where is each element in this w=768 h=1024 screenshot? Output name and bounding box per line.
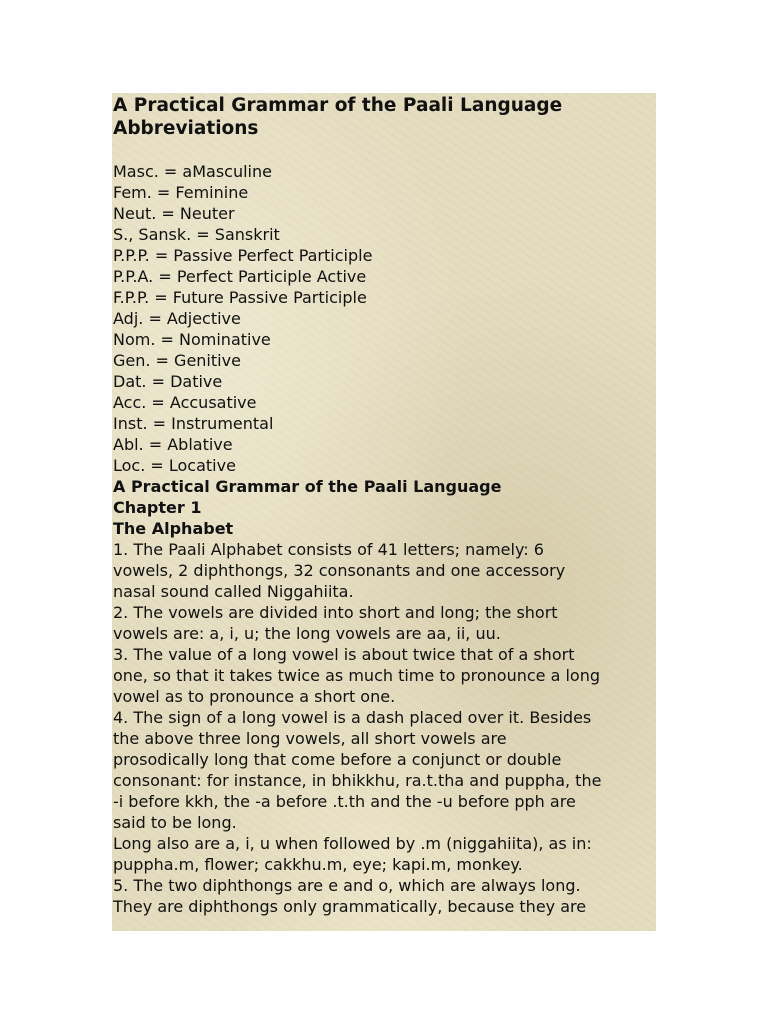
- abbreviation-item: Masc. = aMasculine: [113, 162, 272, 181]
- abbreviation-item: Adj. = Adjective: [113, 309, 241, 328]
- abbreviation-item: Acc. = Accusative: [113, 393, 257, 412]
- abbreviation-item: F.P.P. = Future Passive Participle: [113, 288, 367, 307]
- abbreviation-item: Fem. = Feminine: [113, 183, 249, 202]
- paragraph: [113, 875, 655, 917]
- abbreviation-item: Abl. = Ablative: [113, 435, 233, 454]
- paragraph: [113, 707, 655, 833]
- text-line: one, so that it takes twice as much time to pronounce a long: [113, 666, 600, 685]
- text-line: the above three long vowels, all short vowels are: [113, 729, 507, 748]
- abbreviations-list: [113, 161, 655, 476]
- text-line: 1. The Paali Alphabet consists of 41 letters; namely: 6: [113, 540, 544, 559]
- text-line: nasal sound called Niggahiita.: [113, 582, 354, 601]
- document-page: [112, 93, 656, 931]
- abbreviation-item: S., Sansk. = Sanskrit: [113, 225, 280, 244]
- paragraph: [113, 602, 655, 644]
- chapter-title: The Alphabet: [113, 519, 234, 538]
- document-content: [113, 93, 655, 917]
- abbreviations-heading: Abbreviations: [113, 118, 259, 139]
- text-line: vowel as to pronounce a short one.: [113, 687, 396, 706]
- document-header: [113, 94, 655, 140]
- abbreviation-item: Neut. = Neuter: [113, 204, 235, 223]
- abbreviation-item: P.P.P. = Passive Perfect Participle: [113, 246, 373, 265]
- text-line: Long also are a, i, u when followed by .m (niggahiita), as in:: [113, 834, 592, 853]
- document-title: A Practical Grammar of the Paali Language: [113, 95, 563, 116]
- paragraph: [113, 644, 655, 707]
- abbreviation-item: P.P.A. = Perfect Participle Active: [113, 267, 367, 286]
- text-line: 2. The vowels are divided into short and long; the short: [113, 603, 558, 622]
- text-line: vowels are: a, i, u; the long vowels are aa, ii, uu.: [113, 624, 501, 643]
- text-line: prosodically long that come before a conjunct or double: [113, 750, 562, 769]
- text-line: said to be long.: [113, 813, 237, 832]
- text-line: -i before kkh, the -a before .t.th and the -u before pph are: [113, 792, 576, 811]
- section-title: A Practical Grammar of the Paali Language: [113, 477, 502, 496]
- abbreviation-item: Loc. = Locative: [113, 456, 236, 475]
- text-line: consonant: for instance, in bhikkhu, ra.t.tha and puppha, the: [113, 771, 602, 790]
- abbreviation-item: Dat. = Dative: [113, 372, 223, 391]
- paragraph: [113, 539, 655, 602]
- spacer: [113, 140, 655, 161]
- text-line: 4. The sign of a long vowel is a dash placed over it. Besides: [113, 708, 592, 727]
- text-line: puppha.m, flower; cakkhu.m, eye; kapi.m, monkey.: [113, 855, 523, 874]
- text-line: vowels, 2 diphthongs, 32 consonants and one accessory: [113, 561, 566, 580]
- text-line: 5. The two diphthongs are e and o, which are always long.: [113, 876, 581, 895]
- text-line: They are diphthongs only grammatically, because they are: [113, 897, 587, 916]
- paragraph: [113, 833, 655, 875]
- abbreviation-item: Gen. = Genitive: [113, 351, 241, 370]
- abbreviation-item: Inst. = Instrumental: [113, 414, 274, 433]
- chapter-body: [113, 539, 655, 917]
- chapter-number: Chapter 1: [113, 498, 202, 517]
- abbreviation-item: Nom. = Nominative: [113, 330, 271, 349]
- text-line: 3. The value of a long vowel is about twice that of a short: [113, 645, 575, 664]
